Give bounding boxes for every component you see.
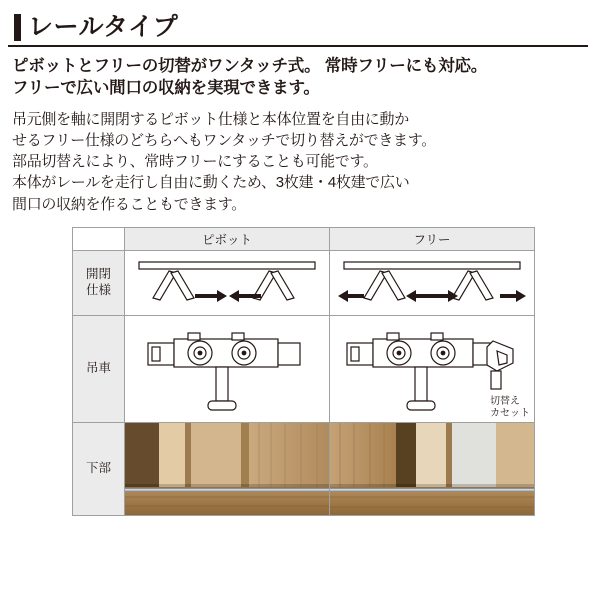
table-row [73, 316, 535, 423]
diagram-pivot-operation [129, 254, 325, 312]
row-label-operation-line-2: 仕様 [85, 283, 111, 298]
body-copy [8, 109, 592, 215]
photo-pivot-bottom-image [125, 423, 329, 515]
diagram-pivot-roller [132, 319, 322, 419]
cell-bottom-free [330, 423, 535, 516]
row-label-operation-line-1: 開閉 [85, 267, 111, 282]
table-row [73, 251, 535, 316]
cell-roller-pivot [125, 316, 330, 423]
diagram-free-operation [334, 254, 530, 312]
column-header-free: フリー [330, 228, 535, 251]
photo-free-bottom-image [330, 423, 534, 515]
body-line-4: 本体がレールを走行し自由に動くため、3枚建・4枚建で広い [12, 174, 410, 192]
table-row [73, 423, 535, 516]
lead-line-2: フリーで広い間口の収納を実現できます。 [12, 78, 320, 97]
cell-roller-free [330, 316, 535, 423]
cell-bottom-pivot [125, 423, 330, 516]
body-line-2: せるフリー仕様のどちらへもワンタッチで切り替えができます。 [12, 131, 436, 149]
title-text: レールタイプ [28, 13, 179, 41]
row-label-bottom-line-1: 下部 [85, 461, 111, 476]
cassette-note-line-2: カセット [490, 407, 530, 419]
row-label-operation [73, 251, 125, 316]
photo-pivot-bottom [125, 423, 329, 515]
photo-free-bottom [330, 423, 534, 515]
cell-operation-free [330, 251, 535, 316]
body-line-3: 部品切替えにより、常時フリーにすることも可能です。 [12, 153, 378, 171]
column-header-pivot: ピボット [125, 228, 330, 251]
title-accent-bar [14, 14, 21, 41]
cell-operation-pivot [125, 251, 330, 316]
cassette-note-line-1: 切替え [490, 396, 520, 408]
row-label-bottom [73, 423, 125, 516]
lead-line-1: ピボットとフリーの切替がワンタッチ式。 常時フリーにも対応。 [12, 57, 488, 75]
cassette-note [490, 396, 530, 419]
table-header-row [73, 228, 535, 251]
page-title [8, 0, 588, 47]
body-line-1: 吊元側を軸に開閉するピボット仕様と本体位置を自由に動か [12, 110, 409, 128]
table-corner-cell [73, 228, 125, 251]
lead-copy [8, 56, 592, 100]
spec-table [72, 227, 535, 516]
row-label-roller-line-1: 吊車 [85, 361, 111, 376]
row-label-roller [73, 316, 125, 423]
body-line-5: 間口の収納を作ることもできます。 [12, 195, 247, 213]
